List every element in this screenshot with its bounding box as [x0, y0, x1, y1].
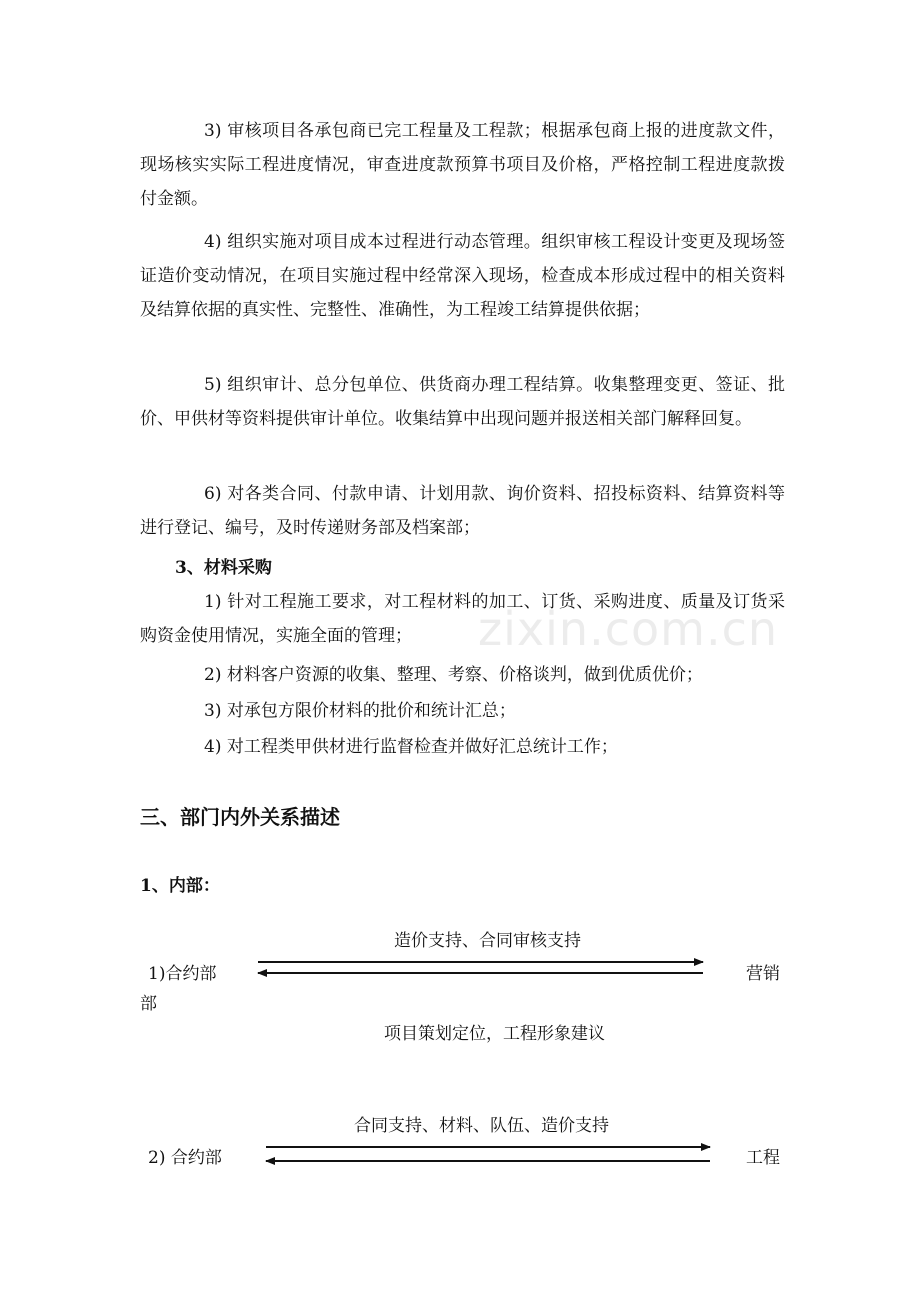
relation-2-left-label: 2) 合约部 [148, 1148, 222, 1168]
section-heading-materials: 3、材料采购 [175, 558, 272, 578]
relation-1-left-wrap: 部 [140, 994, 157, 1014]
watermark: zixin.com.cn [478, 602, 779, 656]
relation-1-right-label: 营销 [746, 964, 780, 984]
materials-item-3: 3) 对承包方限价材料的批价和统计汇总； [204, 701, 516, 721]
relation-2-top-label: 合同支持、材料、队伍、造价支持 [354, 1116, 609, 1136]
paragraph-item-4: 4) 组织实施对项目成本过程进行动态管理。组织审核工程设计变更及现场签证造价变动情况，在项目实施过程中经常深入现场，检查成本形成过程中的相关资料及结算依据的真实性、完整性、准确性，为工程竣工结算提供依据； [140, 232, 785, 320]
paragraph-item-3: 3) 审核项目各承包商已完工程量及工程款；根据承包商上报的进度款文件，现场核实实际工程进度情况，审查进度款预算书项目及价格，严格控制工程进度款拨付金额。 [140, 121, 785, 209]
relation-1-top-label: 造价支持、合同审核支持 [394, 931, 581, 951]
materials-item-1: 1) 针对工程施工要求，对工程材料的加工、订货、采购进度、质量及订货采购资金使用情况，实施全面的管理； [140, 592, 785, 646]
internal-heading: 1、内部： [140, 876, 220, 896]
relation-2-right-label: 工程 [746, 1148, 780, 1168]
relation-1-bottom-label: 项目策划定位，工程形象建议 [384, 1024, 605, 1044]
paragraph-item-6: 6) 对各类合同、付款申请、计划用款、询价资料、招投标资料、结算资料等进行登记、编号，及时传递财务部及档案部； [140, 484, 785, 538]
materials-item-4: 4) 对工程类甲供材进行监督检查并做好汇总统计工作； [204, 737, 618, 757]
paragraph-item-5: 5) 组织审计、总分包单位、供货商办理工程结算。收集整理变更、签证、批价、甲供材等资料提供审计单位。收集结算中出现问题并报送相关部门解释回复。 [140, 375, 785, 429]
chapter-heading: 三、部门内外关系描述 [140, 805, 340, 829]
relation-1-left-label: 1)合约部 [148, 964, 217, 984]
materials-item-2: 2) 材料客户资源的收集、整理、考察、价格谈判，做到优质优价； [204, 665, 703, 685]
